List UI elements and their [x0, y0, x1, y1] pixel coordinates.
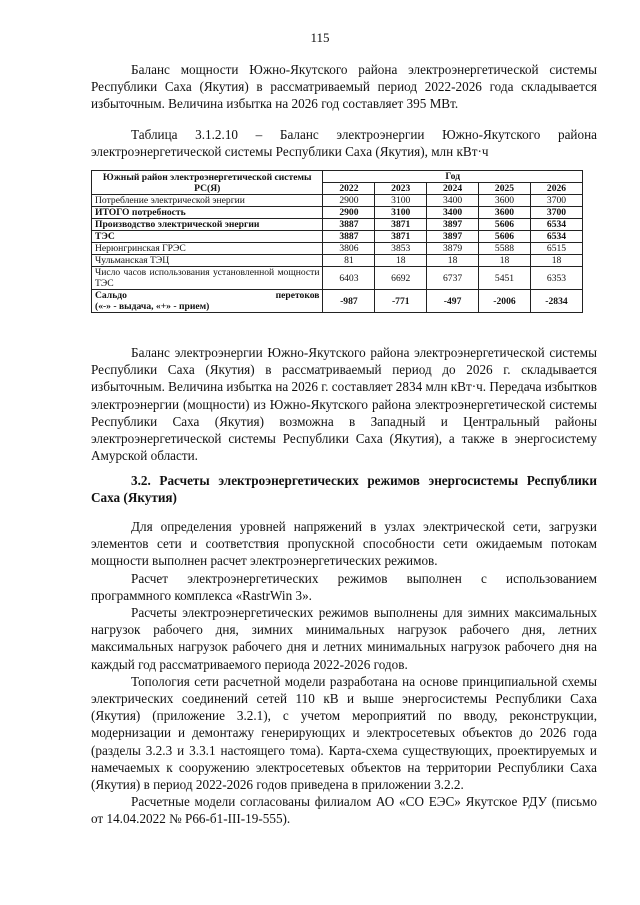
value-cell: 3897 — [427, 219, 479, 231]
row-label: Чульманская ТЭЦ — [92, 255, 323, 267]
saldo-value-cell: -2006 — [479, 290, 531, 313]
table-row — [92, 195, 583, 207]
value-cell: 6353 — [530, 267, 582, 290]
paragraph-approval: Расчетные модели согласованы филиалом АО «СО ЕЭС» Якутское РДУ (письмо от 14.04.2022 № Р66-б1-III-19-555). — [91, 794, 597, 827]
value-cell: 3600 — [479, 207, 531, 219]
value-cell: 18 — [530, 255, 582, 267]
energy-balance-table-wrapper — [91, 170, 583, 313]
value-cell: 3806 — [323, 243, 375, 255]
table-row — [92, 243, 583, 255]
table-row — [92, 219, 583, 231]
paragraph-power-balance: Баланс мощности Южно-Якутского района электроэнергетической системы Республики Саха (Якутия) в рассматриваемый период 2022-2026 года складывается избыточным. Величина избытка на 2026 год составляет 395 МВт. — [91, 62, 597, 112]
value-cell: 3100 — [375, 207, 427, 219]
year-header-cell: 2023 — [375, 183, 427, 195]
year-header-cell: 2022 — [323, 183, 375, 195]
value-cell: 3600 — [479, 195, 531, 207]
paragraph-energy-balance: Баланс электроэнергии Южно-Якутского района электроэнергетической системы Республики Саха (Якутия) в рассматриваемый период до 2026 г. складывается избыточным. Величина избытка на 2026 г. составляет 2834 млн кВт·ч. Передача избытков электроэнергии (мощности) из Южно-Якутского района электроэнергетической системы Республики Саха (Якутия) возможна в Западный и Центральный районы электроэнергетической системы Республики Саха (Якутия), а также в энергосистему Амурской области. — [91, 345, 597, 464]
page-number: 115 — [310, 30, 330, 45]
table-row — [92, 207, 583, 219]
row-label: Потребление электрической энергии — [92, 195, 323, 207]
value-cell: 3871 — [375, 219, 427, 231]
value-cell: 18 — [479, 255, 531, 267]
saldo-label-right: перетоков — [275, 290, 320, 301]
row-label: Число часов использования установленной мощности ТЭС — [92, 267, 323, 290]
paragraph-topology: Топология сети расчетной модели разработана на основе принципиальной схемы электрических соединений сетей 110 кВ и выше энергосистемы Республики Саха (Якутия) (приложение 3.2.1), с учетом мероприятий по вводу, реконструкции, модернизации и демонтажу генерирующих и электросетевых объектов до 2026 года (разделы 3.2.3 и 3.3.1 настоящего тома). Карта-схема существующих, проектируемых и намечаемых к сооружению электросетевых объектов на территории Республики Саха (Якутия) в период 2022-2026 годов приведена в приложении 3.2.2. — [91, 673, 597, 793]
value-cell: 3887 — [323, 219, 375, 231]
table-header-region: Южный район электроэнергетической системы РС(Я) — [92, 171, 323, 195]
row-label: Нерюнгринская ГРЭС — [92, 243, 323, 255]
value-cell: 3871 — [375, 231, 427, 243]
year-header-cell: 2025 — [479, 183, 531, 195]
table-caption: Таблица 3.1.2.10 – Баланс электроэнергии Южно-Якутского района электроэнергетической системы Республики Саха (Якутия), млн кВт·ч — [91, 127, 597, 160]
table-row — [92, 267, 583, 290]
year-header-cell: 2026 — [530, 183, 582, 195]
value-cell: 6737 — [427, 267, 479, 290]
value-cell: 3100 — [375, 195, 427, 207]
saldo-label-left: Сальдо — [95, 290, 127, 301]
value-cell: 3879 — [427, 243, 479, 255]
value-cell: 2900 — [323, 195, 375, 207]
value-cell: 3887 — [323, 231, 375, 243]
saldo-value-cell: -771 — [375, 290, 427, 313]
value-cell: 5451 — [479, 267, 531, 290]
value-cell: 6534 — [530, 231, 582, 243]
section-heading: 3.2. Расчеты электроэнергетических режимов энергосистемы Республики Саха (Якутия) — [91, 473, 597, 506]
value-cell: 5606 — [479, 219, 531, 231]
table-row-saldo — [92, 290, 583, 313]
value-cell: 18 — [427, 255, 479, 267]
saldo-label-cell — [92, 290, 323, 313]
value-cell: 3897 — [427, 231, 479, 243]
row-label: Производство электрической энергии — [92, 219, 323, 231]
saldo-value-cell: -2834 — [530, 290, 582, 313]
value-cell: 5588 — [479, 243, 531, 255]
paragraph-software: Расчет электроэнергетических режимов выполнен с использованием программного комплекса «RastrWin 3». — [91, 570, 597, 603]
saldo-label-sub: («-» - выдача, «+» - прием) — [95, 301, 210, 312]
saldo-value-cell: -497 — [427, 290, 479, 313]
value-cell: 3400 — [427, 207, 479, 219]
row-label: ТЭС — [92, 231, 323, 243]
energy-balance-table — [91, 170, 583, 313]
value-cell: 6534 — [530, 219, 582, 231]
value-cell: 2900 — [323, 207, 375, 219]
table-header-year: Год — [323, 171, 583, 183]
value-cell: 6403 — [323, 267, 375, 290]
value-cell: 3700 — [530, 195, 582, 207]
table-body — [92, 195, 583, 313]
value-cell: 6692 — [375, 267, 427, 290]
year-header-cell: 2024 — [427, 183, 479, 195]
section-body — [91, 518, 597, 828]
value-cell: 3853 — [375, 243, 427, 255]
value-cell: 5606 — [479, 231, 531, 243]
saldo-value-cell: -987 — [323, 290, 375, 313]
table-row — [92, 231, 583, 243]
value-cell: 18 — [375, 255, 427, 267]
table-row — [92, 255, 583, 267]
row-label: ИТОГО потребность — [92, 207, 323, 219]
value-cell: 6515 — [530, 243, 582, 255]
value-cell: 3700 — [530, 207, 582, 219]
paragraph-purpose: Для определения уровней напряжений в узлах электрической сети, загрузки элементов сети и соответствия пропускной способности сети ожидаемым потокам мощности выполнен расчет электроэнергетических режимов. — [91, 519, 597, 569]
value-cell: 81 — [323, 255, 375, 267]
value-cell: 3400 — [427, 195, 479, 207]
paragraph-regimes: Расчеты электроэнергетических режимов выполнены для зимних максимальных нагрузок рабочего дня, зимних минимальных нагрузок рабочего дня, летних максимальных нагрузок рабочего дня и летних минимальных нагрузок рабочего дня на каждый год рассматриваемого периода 2022-2026 годов. — [91, 605, 597, 672]
